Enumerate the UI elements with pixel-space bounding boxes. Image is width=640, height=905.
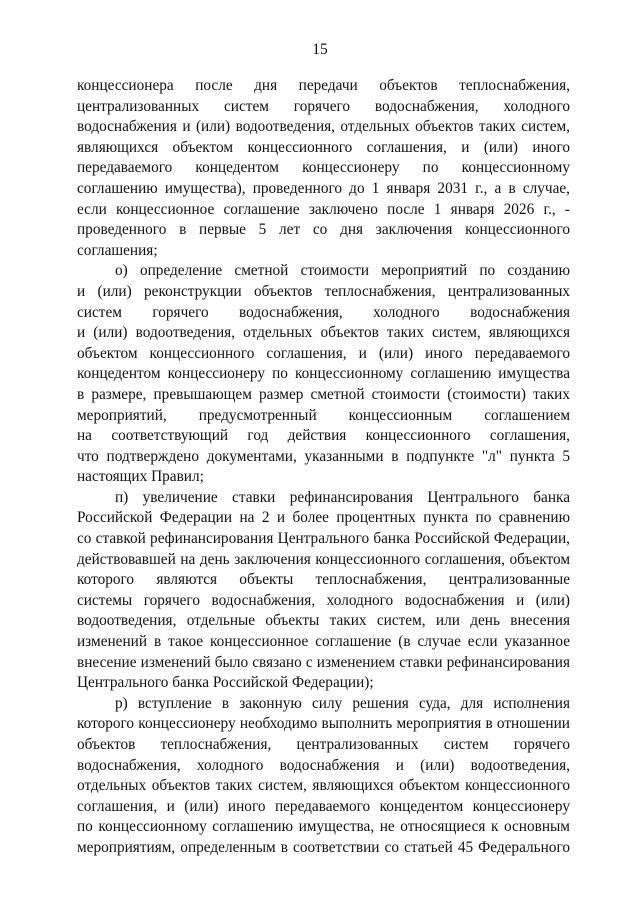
text-line: являющихся объектом концессионного соглашения, и (или) иного — [77, 138, 570, 156]
text-line: и (или) водоотведения, отдельных объектов таких систем, являющихся — [77, 324, 570, 342]
text-line: на соответствующий год действия концессионного соглашения, — [77, 427, 570, 445]
text-line: и (или) реконструкции объектов теплоснабжения, централизованных — [77, 282, 570, 300]
text-line: водоснабжения, холодного водоснабжения и (или) водоотведения, — [77, 756, 570, 774]
text-line: соглашения, и (или) иного передаваемого концедентом концессионеру — [77, 797, 570, 815]
paragraph-first-line: п) увеличение ставки рефинансирования Центрального банка — [115, 488, 570, 506]
text-line: со ставкой рефинансирования Центрального банка Российской Федерации, — [77, 530, 570, 548]
text-line: по концессионному соглашению имущества, не относящиеся к основным — [77, 818, 570, 836]
page-number: 15 — [312, 41, 328, 58]
text-line: централизованных систем горячего водоснабжения, холодного — [77, 97, 570, 115]
text-line: действовавшей на день заключения концессионного соглашения, объектом — [77, 550, 570, 568]
text-line: соглашения; — [77, 241, 158, 259]
text-line: отдельных объектов таких систем, являющихся объектом концессионного — [77, 777, 570, 795]
text-line: которого концессионеру необходимо выполнить мероприятия в отношении — [77, 715, 570, 733]
text-line: концессионера после дня передачи объектов теплоснабжения, — [77, 77, 570, 94]
text-line: концедентом концессионеру по концессионному соглашению имущества — [77, 365, 570, 383]
text-line: систем горячего водоснабжения, холодного водоснабжения — [77, 303, 570, 321]
text-line: системы горячего водоснабжения, холодного водоснабжения и (или) — [77, 591, 570, 609]
text-line: передаваемого концедентом концессионеру по концессионному — [77, 159, 570, 177]
text-line: которого являются объекты теплоснабжения, централизованные — [77, 571, 570, 589]
text-line: мероприятий, предусмотренный концессионным соглашением — [77, 406, 570, 424]
text-line: водоснабжения и (или) водоотведения, отдельных объектов таких систем, — [77, 118, 570, 136]
text-line: водоотведения, отдельные объекты таких систем, или день внесения — [77, 612, 570, 630]
text-line: мероприятиям, определенным в соответствии со статьей 45 Федерального — [77, 838, 570, 856]
text-line: в размере, превышающем размер сметной стоимости (стоимости) таких — [77, 385, 570, 403]
text-line: что подтверждено документами, указанными в подпункте "л" пункта 5 — [77, 447, 570, 465]
text-line: Российской Федерации на 2 и более процентных пункта по сравнению — [77, 509, 570, 527]
text-line: объектов теплоснабжения, централизованных систем горячего — [77, 736, 570, 753]
text-line: если концессионное соглашение заключено после 1 января 2026 г., - — [77, 200, 570, 218]
text-line: изменений в такое концессионное соглашение (в случае если указанное — [77, 633, 570, 651]
paragraph-first-line: о) определение сметной стоимости мероприятий по созданию — [115, 262, 570, 280]
text-line: настоящих Правил; — [77, 468, 204, 486]
text-line: Центрального банка Российской Федерации); — [77, 674, 374, 692]
text-line: проведенного в первые 5 лет со дня заключения концессионного — [77, 221, 570, 239]
text-line: внесение изменений было связано с изменением ставки рефинансирования — [77, 653, 570, 671]
text-line: объектом концессионного соглашения, и (или) иного передаваемого — [77, 344, 570, 362]
body-text — [77, 76, 570, 859]
text-line: соглашению имущества), проведенного до 1 января 2031 г., а в случае, — [77, 179, 570, 197]
paragraph-first-line: р) вступление в законную силу решения суда, для исполнения — [115, 694, 570, 712]
